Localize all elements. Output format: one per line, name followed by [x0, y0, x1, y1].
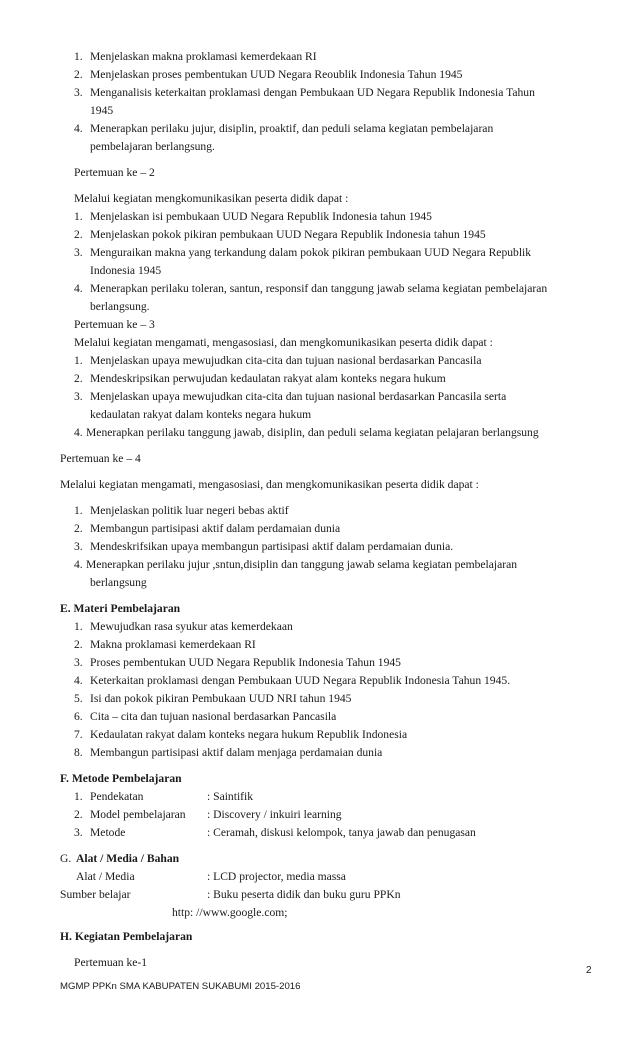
list-number: 2. — [74, 522, 83, 535]
list-item: Menjelaskan politik luar negeri bebas aktif — [90, 504, 289, 517]
list-item: Membangun partisipasi aktif dalam menjaga perdamaian dunia — [90, 746, 383, 759]
list-number: 2. — [74, 808, 83, 821]
list-item-continuation: 1945 — [90, 104, 114, 117]
page-footer: MGMP PPKn SMA KABUPATEN SUKABUMI 2015-2016 — [60, 981, 301, 992]
list-number: 6. — [74, 710, 83, 723]
meeting-2-title: Pertemuan ke – 2 — [74, 166, 155, 179]
media-value: : LCD projector, media massa — [207, 870, 346, 883]
list-item: Menjelaskan proses pembentukan UUD Negara Reoublik Indonesia Tahun 1945 — [90, 68, 463, 81]
list-number: 3. — [74, 390, 83, 403]
list-number: 1. — [74, 354, 83, 367]
list-item: Menerapkan perilaku toleran, santun, responsif dan tanggung jawab selama kegiatan pembelajaran — [90, 282, 548, 295]
list-number: 1. — [74, 790, 83, 803]
list-item: Menjelaskan upaya mewujudkan cita-cita dan tujuan nasional berdasarkan Pancasila — [90, 354, 482, 367]
list-number: 3. — [74, 826, 83, 839]
method-value: : Discovery / inkuiri learning — [207, 808, 342, 821]
list-item: Menerapkan perilaku jujur, disiplin, proaktif, dan peduli selama kegiatan pembelajaran — [90, 122, 494, 135]
method-value: : Ceramah, diskusi kelompok, tanya jawab dan penugasan — [207, 826, 476, 839]
meeting-2-intro: Melalui kegiatan mengkomunikasikan peserta didik dapat : — [74, 192, 349, 205]
source-value: : Buku peserta didik dan buku guru PPKn — [207, 888, 401, 901]
method-label: Metode — [90, 826, 126, 839]
method-label: Model pembelajaran — [90, 808, 186, 821]
meeting-4-title: Pertemuan ke – 4 — [60, 452, 141, 465]
section-g-prefix: G. — [60, 852, 72, 865]
section-f-heading: F. Metode Pembelajaran — [60, 772, 182, 785]
list-number: 2. — [74, 638, 83, 651]
list-item: Menerapkan perilaku jujur ,sntun,disiplin dan tanggung jawab selama kegiatan pembelajaran — [86, 558, 518, 571]
meeting-3-title: Pertemuan ke – 3 — [74, 318, 155, 331]
list-number: 4. — [74, 282, 83, 295]
list-item-continuation: pembelajaran berlangsung. — [90, 140, 215, 153]
list-item-continuation: berlangsung — [90, 576, 147, 589]
section-h-subheading: Pertemuan ke-1 — [74, 956, 148, 969]
list-item: Menjelaskan upaya mewujudkan cita-cita dan tujuan nasional berdasarkan Pancasila serta — [90, 390, 507, 403]
media-label: Alat / Media — [76, 870, 135, 883]
list-item: Membangun partisipasi aktif dalam perdamaian dunia — [90, 522, 341, 535]
source-url: http: //www.google.com; — [172, 906, 288, 919]
list-number: 5. — [74, 692, 83, 705]
meeting-4-intro: Melalui kegiatan mengamati, mengasosiasi, dan mengkomunikasikan peserta didik dapat : — [60, 478, 479, 491]
list-item: Mewujudkan rasa syukur atas kemerdekaan — [90, 620, 293, 633]
list-number: 4. — [74, 426, 83, 439]
source-label: Sumber belajar — [60, 888, 131, 901]
meeting-3-intro: Melalui kegiatan mengamati, mengasosiasi, dan mengkomunikasikan peserta didik dapat : — [74, 336, 493, 349]
method-label: Pendekatan — [90, 790, 144, 803]
list-item: Menguraikan makna yang terkandung dalam pokok pikiran pembukaan UUD Negara Republik — [90, 246, 532, 259]
list-number: 3. — [74, 656, 83, 669]
list-item: Isi dan pokok pikiran Pembukaan UUD NRI tahun 1945 — [90, 692, 352, 705]
list-number: 3. — [74, 86, 83, 99]
list-number: 4. — [74, 674, 83, 687]
list-number: 3. — [74, 246, 83, 259]
list-number: 1. — [74, 504, 83, 517]
list-item: Menjelaskan makna proklamasi kemerdekaan RI — [90, 50, 317, 63]
method-value: : Saintifik — [207, 790, 254, 803]
list-item-continuation: berlangsung. — [90, 300, 150, 313]
list-item: Menjelaskan pokok pikiran pembukaan UUD Negara Republik Indonesia tahun 1945 — [90, 228, 486, 241]
list-number: 2. — [74, 68, 83, 81]
list-item: Menjelaskan isi pembukaan UUD Negara Republik Indonesia tahun 1945 — [90, 210, 432, 223]
list-item-continuation: kedaulatan rakyat dalam konteks negara hukum — [90, 408, 312, 421]
list-item: Proses pembentukan UUD Negara Republik Indonesia Tahun 1945 — [90, 656, 401, 669]
section-h-heading: H. Kegiatan Pembelajaran — [60, 930, 193, 943]
list-item: Mendeskripsikan perwujudan kedaulatan rakyat alam konteks negara hukum — [90, 372, 446, 385]
list-item-continuation: Indonesia 1945 — [90, 264, 162, 277]
list-number: 1. — [74, 50, 83, 63]
list-item: Keterkaitan proklamasi dengan Pembukaan UUD Negara Republik Indonesia Tahun 1945. — [90, 674, 511, 687]
list-number: 3. — [74, 540, 83, 553]
list-number: 8. — [74, 746, 83, 759]
list-item: Mendeskrifsikan upaya membangun partisipasi aktif dalam perdamaian dunia. — [90, 540, 454, 553]
list-item: Makna proklamasi kemerdekaan RI — [90, 638, 256, 651]
section-e-heading: E. Materi Pembelajaran — [60, 602, 181, 615]
list-number: 7. — [74, 728, 83, 741]
list-number: 1. — [74, 210, 83, 223]
list-number: 4. — [74, 558, 83, 571]
list-number: 1. — [74, 620, 83, 633]
list-item: Menerapkan perilaku tanggung jawab, disiplin, dan peduli selama kegiatan pelajaran berlangsung — [86, 426, 539, 439]
list-number: 2. — [74, 228, 83, 241]
list-item: Kedaulatan rakyat dalam konteks negara hukum Republik Indonesia — [90, 728, 408, 741]
list-item: Cita – cita dan tujuan nasional berdasarkan Pancasila — [90, 710, 337, 723]
list-number: 2. — [74, 372, 83, 385]
list-number: 4. — [74, 122, 83, 135]
section-g-heading: Alat / Media / Bahan — [76, 852, 180, 865]
list-item: Menganalisis keterkaitan proklamasi dengan Pembukaan UD Negara Republik Indonesia Tahun — [90, 86, 535, 99]
page-number: 2 — [586, 965, 592, 976]
